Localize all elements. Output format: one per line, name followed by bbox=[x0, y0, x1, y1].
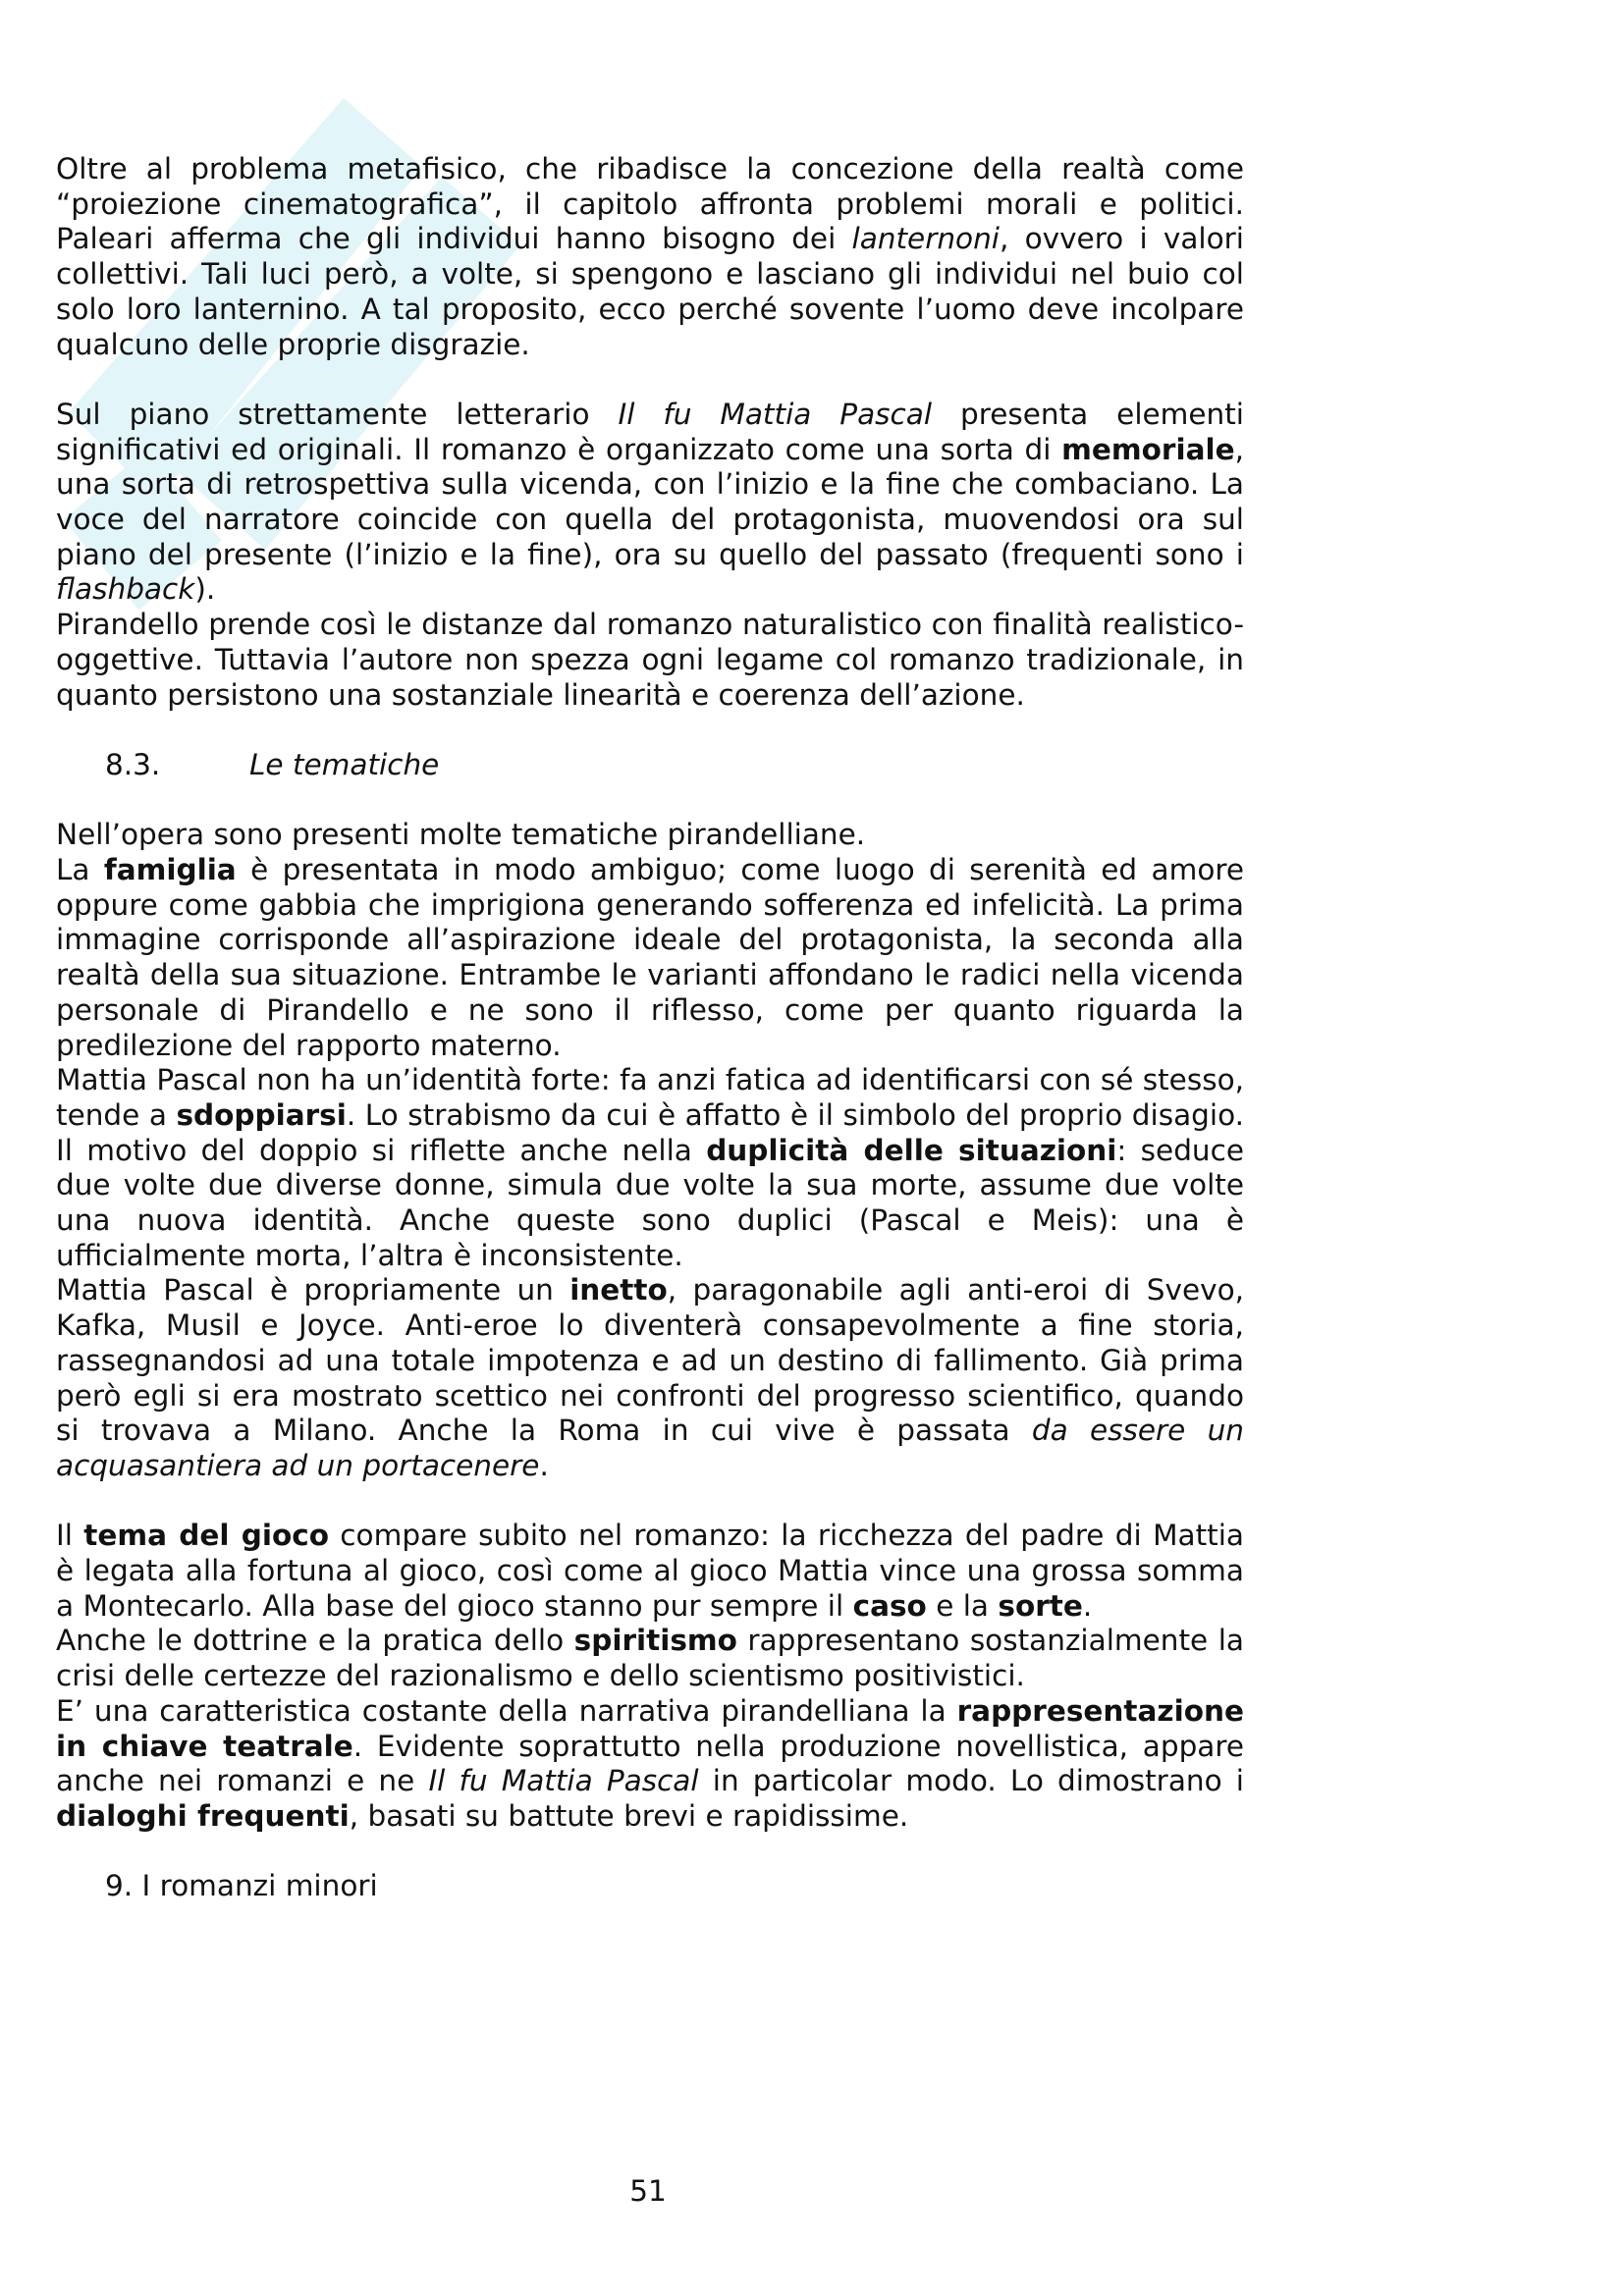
paragraph-inept: Mattia Pascal è propriamente un inetto, paragonabile agli anti-eroi di Svevo, Kafka, Musil e Joyce. Anti-eroe lo diventerà consapevolmente a fine storia, rassegnandosi ad una totale impotenza e ad un destino di fallimento. Già prima però egli si era mostrato scettico nei confronti del progresso scientifico, quando si trovava a Milano. Anche la Roma in cui vive è passata da essere un acquasantiera ad un portacenere. bbox=[56, 1273, 1244, 1482]
section-number: 8.3. bbox=[105, 747, 161, 781]
page-number: 51 bbox=[629, 2174, 667, 2208]
paragraph-literary-plane: Sul piano strettamente letterario Il fu Mattia Pascal presenta elementi significativi ed originali. Il romanzo è organizzato come una sorta di memoriale, una sorta di retrospettiva sulla vicenda, con l’inizio e la fine che combaciano. La voce del narratore coincide con quella del protagonista, muovendosi ora sul piano del presente (l’inizio e la fine), ora su quello del passato (frequenti sono i flashback). bbox=[56, 397, 1245, 607]
section-heading-9: 9. I romanzi minori bbox=[105, 1869, 378, 1903]
paragraph-identity: Mattia Pascal non ha un’identità forte: fa anzi fatica ad identificarsi con sé stesso, tende a sdoppiarsi. Lo strabismo da cui è affatto è il simbolo del proprio disagio. Il motivo del doppio si riflette anche nella duplicità delle situazioni: seduce due volte due diverse donne, simula due volte la sua morte, assume due volte una nuova identità. Anche queste sono duplici (Pascal e Meis): una è ufficialmente morta, l’altra è inconsistente. bbox=[56, 1063, 1245, 1272]
section-title: Le tematiche bbox=[249, 747, 440, 781]
paragraph-spiritism: Anche le dottrine e la pratica dello spiritismo rappresentano sostanzialmente la crisi delle certezze del razionalismo e dello scientismo positivistici. bbox=[56, 1624, 1244, 1693]
paragraph-family: La famiglia è presentata in modo ambiguo; come luogo di serenità ed amore oppure come gabbia che imprigiona generando sofferenza ed infelicità. La prima immagine corrisponde all’aspirazione ideale del protagonista, la seconda alla realtà della sua situazione. Entrambe le varianti affondano le radici nella vicenda personale di Pirandello e ne sono il riflesso, come per quanto riguarda la predilezione del rapporto materno. bbox=[56, 853, 1245, 1062]
paragraph-theatrical: E’ una caratteristica costante della narrativa pirandelliana la rappresentazione in chiave teatrale. Evidente soprattutto nella produzione novellistica, appare anche nei romanzi e ne Il fu Mattia Pascal in particolar modo. Lo dimostrano i dialoghi frequenti, basati su battute brevi e rapidissime. bbox=[56, 1693, 1245, 1833]
paragraph-themes-intro: Nell’opera sono presenti molte tematiche pirandelliane. bbox=[56, 818, 866, 852]
paragraph-metaphysical-problem: Oltre al problema metafisico, che ribadisce la concezione della realtà come “proiezione cinematografica”, il capitolo affronta problemi morali e politici. Paleari afferma che gli individui hanno bisogno dei lanternoni, ovvero i valori collettivi. Tali luci però, a volte, si spengono e lasciano gli individui nel buio col solo loro lanternino. A tal proposito, ecco perché sovente l’uomo deve incolpare qualcuno delle proprie disgrazie. bbox=[56, 152, 1244, 361]
paragraph-naturalism-distance: Pirandello prende così le distanze dal romanzo naturalistico con finalità realistico-oggettive. Tuttavia l’autore non spezza ogni legame col romanzo tradizionale, in quanto persistono una sostanziale linearità e coerenza dell’azione. bbox=[56, 608, 1244, 712]
section-heading-8-3 bbox=[56, 748, 1244, 783]
paragraph-game-theme: Il tema del gioco compare subito nel romanzo: la ricchezza del padre di Mattia è legata alla fortuna al gioco, così come al gioco Mattia vince una grossa somma a Montecarlo. Alla base del gioco stanno pur sempre il caso e la sorte. bbox=[56, 1519, 1245, 1623]
page-body bbox=[56, 152, 1244, 1904]
